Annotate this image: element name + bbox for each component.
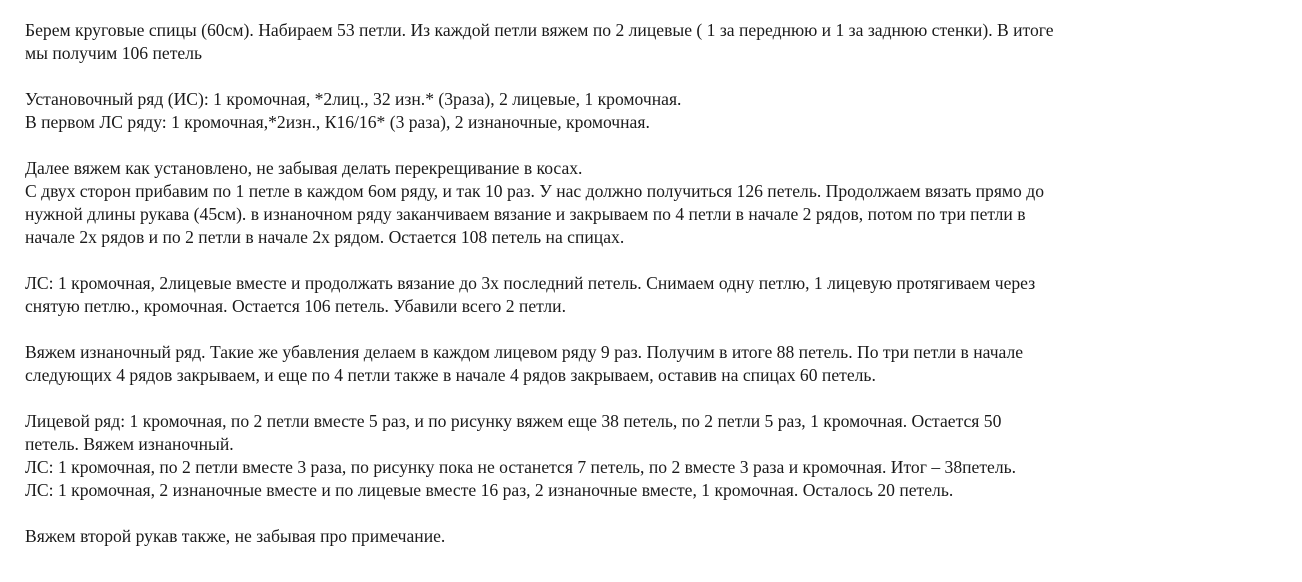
text-line: ЛС: 1 кромочная, 2 изнаночные вместе и по лицевые вместе 16 раз, 2 изнаночные вместе, 1 кромочная. Осталось 20 петель. <box>25 480 954 500</box>
text-line: ЛС: 1 кромочная, по 2 петли вместе 3 раза, по рисунку пока не останется 7 петель, по 2 вместе 3 раза и кромочная. Итог – 38петель. <box>25 457 1017 477</box>
text-line: ЛС: 1 кромочная, 2лицевые вместе и продолжать вязание до 3х последний петель. Снимаем одну петлю, 1 лицевую протягиваем через <box>25 273 1036 293</box>
text-line: снятую петлю., кромочная. Остается 106 петель. Убавили всего 2 петли. <box>25 296 566 316</box>
paragraph-second-sleeve <box>25 525 1287 548</box>
paragraph-setup-row <box>25 88 1287 134</box>
text-line: мы получим 106 петель <box>25 43 203 63</box>
paragraph-decrease-row <box>25 272 1287 318</box>
text-line: петель. Вяжем изнаночный. <box>25 434 234 454</box>
text-line: Берем круговые спицы (60см). Набираем 53 петли. Из каждой петли вяжем по 2 лицевые ( 1 за переднюю и 1 за заднюю стенки). В итоге <box>25 20 1054 40</box>
paragraph-cast-on <box>25 19 1287 65</box>
text-line: следующих 4 рядов закрываем, и еще по 4 петли также в начале 4 рядов закрываем, оставив на спицах 60 петель. <box>25 365 876 385</box>
document-body <box>25 19 1287 571</box>
paragraph-increases <box>25 157 1287 249</box>
text-line: С двух сторон прибавим по 1 петле в каждом 6ом ряду, и так 10 раз. У нас должно получиться 126 петель. Продолжаем вязать прямо до <box>25 181 1044 201</box>
text-line: Лицевой ряд: 1 кромочная, по 2 петли вместе 5 раз, и по рисунку вяжем еще 38 петель, по 2 петли 5 раз, 1 кромочная. Остается 50 <box>25 411 1002 431</box>
paragraph-purl-row <box>25 341 1287 387</box>
text-line: Вяжем второй рукав также, не забывая про примечание. <box>25 526 446 546</box>
text-line: начале 2х рядов и по 2 петли в начале 2х рядом. Остается 108 петель на спицах. <box>25 227 625 247</box>
text-line: В первом ЛС ряду: 1 кромочная,*2изн., К16/16* (3 раза), 2 изнаночные, кромочная. <box>25 112 650 132</box>
text-line: Вяжем изнаночный ряд. Такие же убавления делаем в каждом лицевом ряду 9 раз. Получим в итоге 88 петель. По три петли в начале <box>25 342 1024 362</box>
text-line: Установочный ряд (ИС): 1 кромочная, *2лиц., 32 изн.* (3раза), 2 лицевые, 1 кромочная. <box>25 89 682 109</box>
text-line: нужной длины рукава (45см). в изнаночном ряду заканчиваем вязание и закрываем по 4 петли в начале 2 рядов, потом по три петли в <box>25 204 1026 224</box>
paragraph-final-rows <box>25 410 1287 502</box>
text-line: Далее вяжем как установлено, не забывая делать перекрещивание в косах. <box>25 158 583 178</box>
